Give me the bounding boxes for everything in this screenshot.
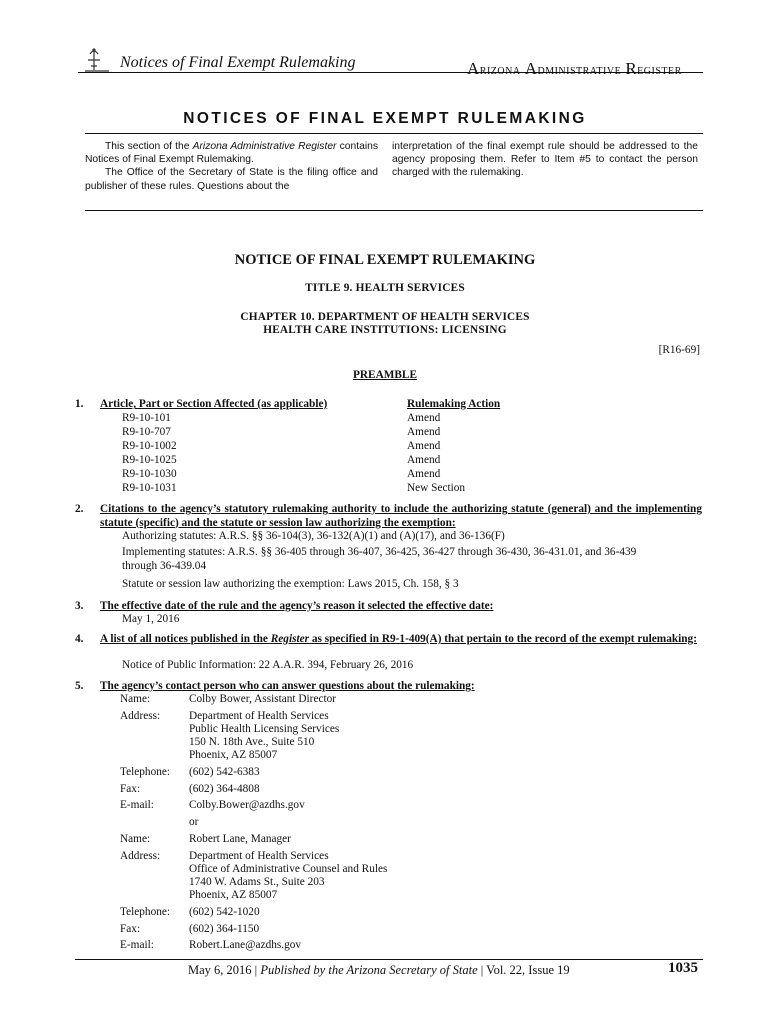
contact-2-name: Robert Lane, Manager [189, 833, 291, 845]
contact-address-label: Address: [120, 850, 161, 862]
contact-fax-label: Fax: [120, 923, 141, 935]
banner-rule-bottom [85, 210, 703, 211]
item-3-heading: The effective date of the rule and the agency’s reason it selected the effective date: [100, 600, 494, 612]
section-affected: R9-10-1002 [122, 440, 177, 452]
item-5-number: 5. [75, 680, 84, 692]
contact-1-fax: (602) 364-4808 [189, 783, 260, 795]
publication-name: Arizona Administrative Register [467, 59, 682, 78]
contact-fax-label: Fax: [120, 783, 141, 795]
contact-telephone-label: Telephone: [120, 766, 171, 778]
rulemaking-action: Amend [407, 468, 441, 480]
title-line: TITLE 9. HEALTH SERVICES [305, 282, 465, 294]
item-2-heading: Citations to the agency’s statutory rulemaking authority to include the authorizing statute (general) and the implementing statute (specific) and the statute or session law authorizing the exemption: [100, 503, 702, 529]
contact-1-address-line: Department of Health Services [189, 710, 329, 722]
preamble-heading: PREAMBLE [352, 369, 418, 381]
contact-name-label: Name: [120, 833, 151, 845]
running-header-title: Notices of Final Exempt Rulemaking [120, 54, 356, 71]
section-title: NOTICES OF FINAL EXEMPT RULEMAKING [183, 110, 587, 127]
rulemaking-action: Amend [407, 412, 441, 424]
rulemaking-action: Amend [407, 454, 441, 466]
rulemaking-action: Amend [407, 440, 441, 452]
contact-separator-or: or [189, 816, 199, 828]
section-affected: R9-10-1025 [122, 454, 177, 466]
item-5-heading: The agency’s contact person who can answer questions about the rulemaking: [100, 680, 475, 692]
implementing-statutes: Implementing statutes: A.R.S. §§ 36-405 through 36-407, 36-425, 36-427 through 36-430, 36-431.01, and 36-439 [122, 546, 637, 558]
header-rule-left [78, 72, 438, 73]
effective-date: May 1, 2016 [122, 613, 180, 625]
contact-telephone-label: Telephone: [120, 906, 171, 918]
item-2-number: 2. [75, 503, 84, 515]
exemption-authority: Statute or session law authorizing the exemption: Laws 2015, Ch. 158, § 3 [122, 578, 459, 590]
contact-2-email: Robert.Lane@azdhs.gov [189, 939, 302, 951]
section-affected: R9-10-707 [122, 426, 171, 438]
notice-of-public-information: Notice of Public Information: 22 A.A.R. 394, February 26, 2016 [122, 659, 414, 671]
notice-title: NOTICE OF FINAL EXEMPT RULEMAKING [234, 252, 536, 268]
contact-1-email: Colby.Bower@azdhs.gov [189, 799, 305, 811]
intro-left-column [85, 140, 378, 193]
contact-1-name: Colby Bower, Assistant Director [189, 693, 337, 705]
chapter-subtitle: HEALTH CARE INSTITUTIONS: LICENSING [263, 324, 507, 336]
rulemaking-action: Amend [407, 426, 441, 438]
section-affected: R9-10-1031 [122, 482, 177, 494]
banner-rule-top [85, 133, 703, 134]
rulemaking-action-heading: Rulemaking Action [407, 398, 501, 410]
item-1-number: 1. [75, 398, 84, 410]
register-logo-icon [82, 46, 112, 74]
contact-email-label: E-mail: [120, 799, 154, 811]
implementing-statutes-cont: through 36-439.04 [122, 560, 207, 572]
contact-2-address-line: Office of Administrative Counsel and Rules [189, 863, 388, 875]
contact-2-address-line: Phoenix, AZ 85007 [189, 889, 278, 901]
page-footer: May 6, 2016 | Published by the Arizona Secretary of State | Vol. 22, Issue 19 [188, 963, 570, 977]
footer-rule [75, 959, 703, 960]
section-affected: R9-10-101 [122, 412, 171, 424]
item-4-number: 4. [75, 633, 84, 645]
intro-paragraph-1: This section of the Arizona Administrative Register contains Notices of Final Exempt Rulemaking. [85, 141, 378, 166]
page-number: 1035 [668, 960, 698, 976]
contact-2-address-line: Department of Health Services [189, 850, 329, 862]
rulemaking-action: New Section [407, 482, 466, 494]
contact-email-label: E-mail: [120, 939, 154, 951]
intro-paragraph-3: interpretation of the final exempt rule should be addressed to the agency proposing them. Refer to Item #5 to contact the person charged with the rulemaking. [392, 141, 698, 179]
contact-2-address-line: 1740 W. Adams St., Suite 203 [189, 876, 325, 888]
item-1-heading: Article, Part or Section Affected (as applicable) [100, 398, 328, 410]
contact-1-address-line: Public Health Licensing Services [189, 723, 340, 735]
contact-address-label: Address: [120, 710, 161, 722]
item-4-heading: A list of all notices published in the Register as specified in R9-1-409(A) that pertain to the record of the exempt rulemaking: [100, 633, 697, 645]
chapter-line: CHAPTER 10. DEPARTMENT OF HEALTH SERVICES [240, 311, 530, 323]
contact-1-address-line: 150 N. 18th Ave., Suite 510 [189, 736, 315, 748]
contact-1-telephone: (602) 542-6383 [189, 766, 260, 778]
authorizing-statutes: Authorizing statutes: A.R.S. §§ 36-104(3), 36-132(A)(1) and (A)(17), and 36-136(F) [122, 530, 505, 542]
intro-right-column [392, 140, 698, 180]
register-reference: [R16-69] [658, 344, 700, 356]
contact-1-address-line: Phoenix, AZ 85007 [189, 749, 278, 761]
intro-paragraph-2: The Office of the Secretary of State is the filing office and publisher of these rules. Questions about the [85, 167, 378, 192]
contact-2-telephone: (602) 542-1020 [189, 906, 260, 918]
contact-2-fax: (602) 364-1150 [189, 923, 260, 935]
contact-name-label: Name: [120, 693, 151, 705]
item-3-number: 3. [75, 600, 84, 612]
section-affected: R9-10-1030 [122, 468, 177, 480]
